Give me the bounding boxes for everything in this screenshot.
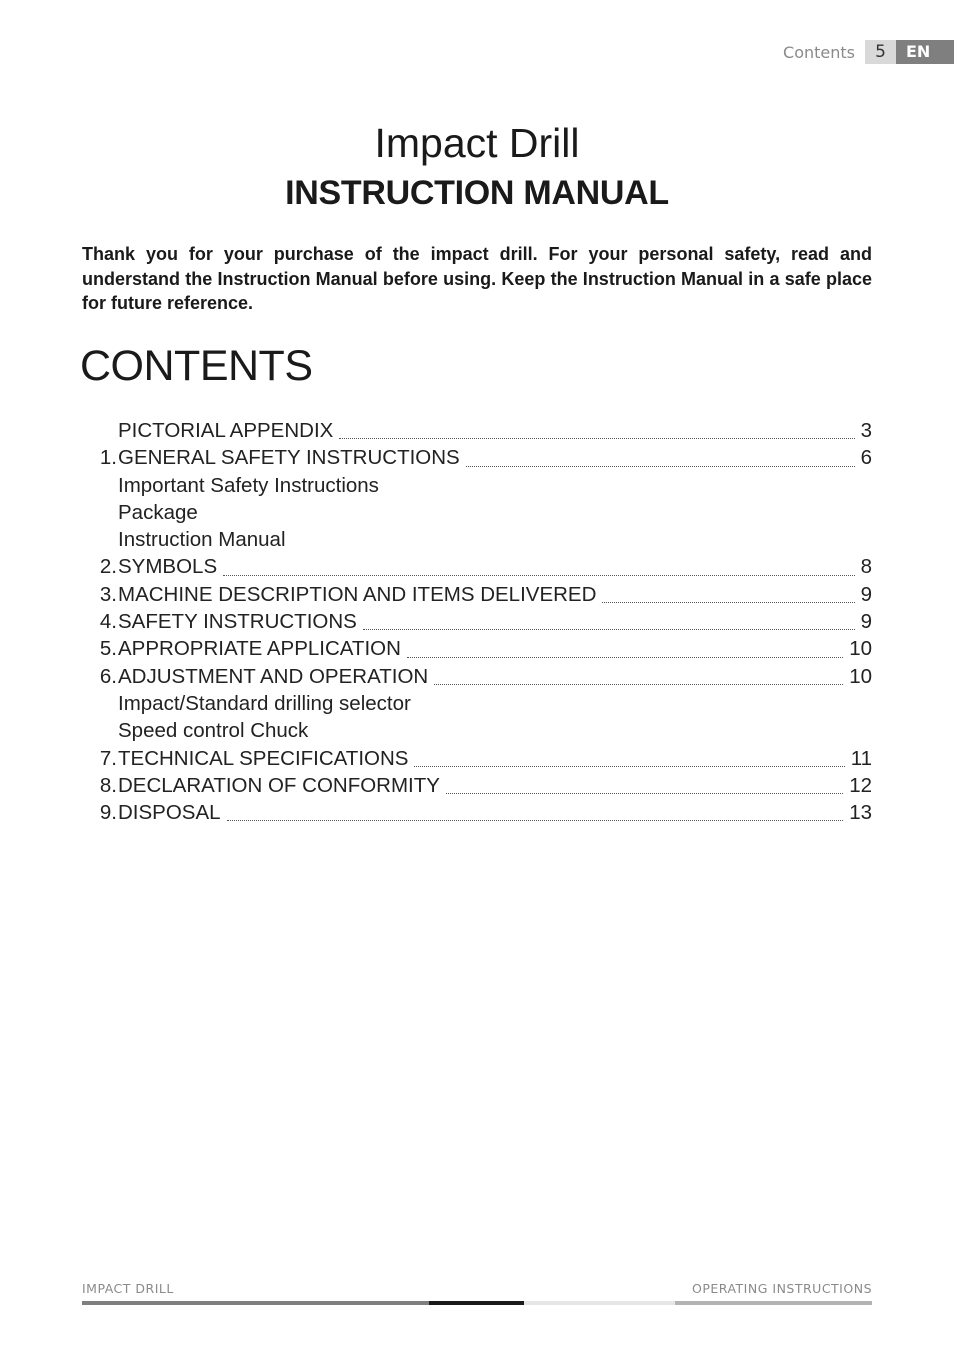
toc-entry-page: 9 — [860, 610, 872, 634]
header-section-label: Contents — [783, 42, 855, 62]
toc-entry-title: TECHNICAL SPECIFICATIONS — [118, 746, 409, 770]
toc-entry-page: 12 — [849, 773, 872, 797]
footer-bar-segment — [429, 1301, 524, 1305]
footer-bar-segment — [82, 1301, 429, 1305]
toc-entry-number: 1. — [99, 446, 117, 470]
toc-entry-title: ADJUSTMENT AND OPERATION — [118, 664, 429, 688]
toc-entry-title: Speed control Chuck — [118, 719, 309, 743]
toc-entry-title: Impact/Standard drilling selector — [118, 691, 411, 715]
toc-entry-title: DISPOSAL — [118, 801, 221, 825]
toc-entry — [82, 419, 872, 446]
toc-entry-number: 2. — [99, 555, 117, 579]
toc-leader-dots — [602, 602, 854, 603]
footer-product-label: IMPACT DRILL — [82, 1281, 174, 1296]
contents-heading: CONTENTS — [80, 342, 313, 390]
toc-entry-title: GENERAL SAFETY INSTRUCTIONS — [118, 446, 460, 470]
toc-entry-page: 9 — [860, 582, 872, 606]
header-language-badge: EN — [896, 40, 954, 64]
toc-leader-dots — [227, 820, 844, 821]
footer-doc-label: OPERATING INSTRUCTIONS — [692, 1281, 872, 1296]
toc-leader-dots — [414, 766, 844, 767]
toc-leader-dots — [434, 684, 843, 685]
toc-entry — [82, 446, 872, 473]
toc-entry-number: 6. — [99, 664, 117, 688]
toc-entry — [82, 637, 872, 664]
toc-leader-dots — [466, 466, 855, 467]
toc-entry-title: Important Safety Instructions — [118, 473, 379, 497]
toc-leader-dots — [339, 438, 854, 439]
toc-entry-number: 8. — [99, 773, 117, 797]
toc-entry-number: 3. — [99, 582, 117, 606]
manual-title: INSTRUCTION MANUAL — [285, 174, 669, 212]
toc-entry — [82, 801, 872, 828]
footer-bar-segment — [524, 1301, 675, 1305]
toc-entry-title: Package — [118, 500, 198, 524]
toc-leader-dots — [407, 657, 843, 658]
toc-entry-title: MACHINE DESCRIPTION AND ITEMS DELIVERED — [118, 582, 597, 606]
toc-entry — [82, 610, 872, 637]
intro-paragraph: Thank you for your purchase of the impact drill. For your personal safety, read and understand the Instruction Manual before using. Keep the Instruction Manual in a safe place for future reference. — [82, 244, 872, 313]
toc-entry — [82, 747, 872, 774]
toc-entry-page: 10 — [849, 637, 872, 661]
toc-leader-dots — [223, 575, 854, 576]
toc-entry — [82, 501, 872, 528]
toc-entry — [82, 583, 872, 610]
toc-entry-number: 5. — [99, 637, 117, 661]
toc-entry — [82, 719, 872, 746]
toc-entry-number: 7. — [99, 746, 117, 770]
toc-entry-number: 9. — [99, 801, 117, 825]
toc-entry — [82, 555, 872, 582]
toc-entry-page: 10 — [849, 664, 872, 688]
footer-bar-segment — [675, 1301, 872, 1305]
toc-entry-page: 3 — [860, 419, 872, 442]
page-header — [783, 40, 954, 64]
toc-entry — [82, 665, 872, 692]
toc-entry-number: 4. — [99, 610, 117, 634]
toc-entry-title: SYMBOLS — [118, 555, 218, 579]
toc-entry — [82, 474, 872, 501]
toc-entry-title: PICTORIAL APPENDIX — [118, 419, 334, 442]
toc-leader-dots — [363, 629, 855, 630]
toc-leader-dots — [446, 793, 843, 794]
table-of-contents — [82, 419, 872, 828]
toc-entry — [82, 528, 872, 555]
footer-divider-bar — [82, 1301, 872, 1305]
toc-entry-title: SAFETY INSTRUCTIONS — [118, 610, 357, 634]
toc-entry-title: DECLARATION OF CONFORMITY — [118, 773, 440, 797]
toc-entry-page: 8 — [860, 555, 872, 579]
toc-entry-page: 11 — [850, 746, 872, 770]
toc-entry — [82, 774, 872, 801]
toc-entry-page: 13 — [849, 801, 872, 825]
toc-entry-title: APPROPRIATE APPLICATION — [118, 637, 401, 661]
toc-entry-page: 6 — [860, 446, 872, 470]
toc-entry-title: Instruction Manual — [118, 528, 286, 552]
product-title: Impact Drill — [374, 120, 580, 166]
toc-entry — [82, 692, 872, 719]
header-page-number: 5 — [865, 40, 896, 64]
